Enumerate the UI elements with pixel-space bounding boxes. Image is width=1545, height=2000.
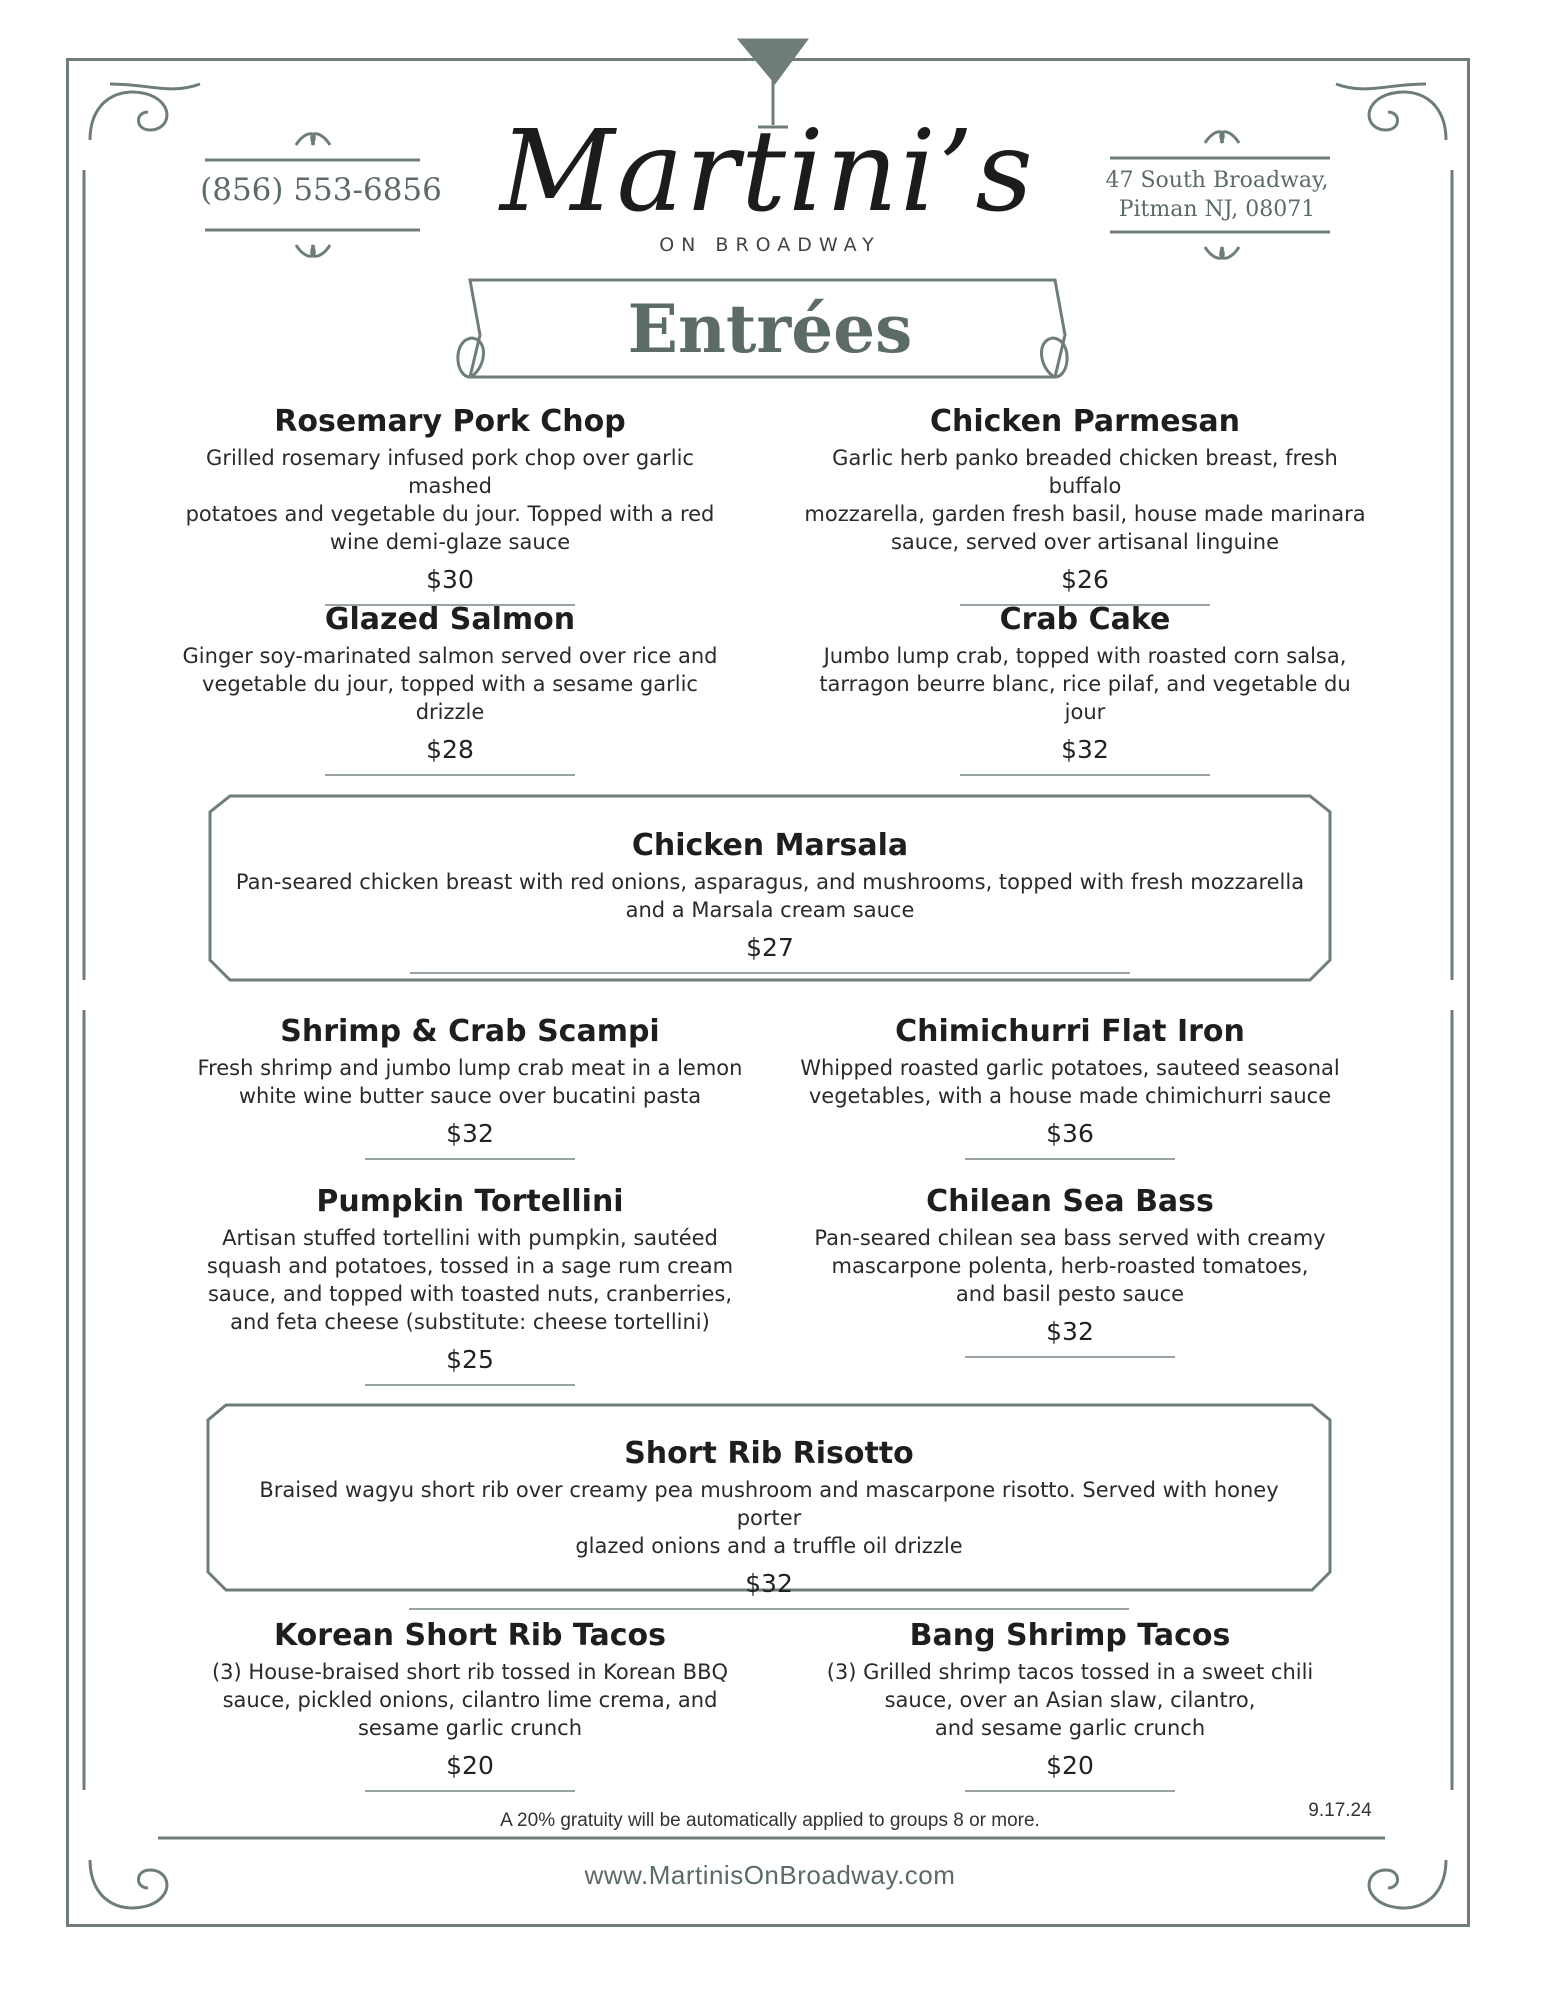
item-price: $32 [1061, 735, 1109, 764]
address-line-2: Pitman NJ, 08071 [1118, 197, 1316, 222]
item-name: Shrimp & Crab Scampi [280, 1014, 660, 1049]
gratuity-note: A 20% gratuity will be automatically applied to groups 8 or more. [500, 1810, 1040, 1831]
featured-menu-item [230, 826, 1310, 974]
menu-item [190, 1616, 750, 1792]
divider [965, 1790, 1175, 1792]
item-name: Bang Shrimp Tacos [909, 1618, 1231, 1653]
item-price: $32 [745, 1569, 793, 1598]
item-name: Rosemary Pork Chop [274, 404, 626, 439]
menu-item [170, 402, 730, 606]
logo-subtitle: ON BROADWAY [659, 234, 881, 256]
divider [965, 1356, 1175, 1358]
item-price: $20 [1046, 1751, 1094, 1780]
divider [325, 774, 575, 776]
item-desc: (3) Grilled shrimp tacos tossed in a sweet chili sauce, over an Asian slaw, cilantro, and sesame garlic crunch [826, 1660, 1314, 1740]
item-desc: Artisan stuffed tortellini with pumpkin, sautéed squash and potatoes, tossed in a sage rum cream sauce, and topped with toasted nuts, cranberries, and feta cheese (substitute: cheese tortellini) [206, 1226, 734, 1334]
item-name: Korean Short Rib Tacos [273, 1618, 667, 1653]
item-desc: Pan-seared chicken breast with red onions, asparagus, and mushrooms, topped with fresh mozzarella and a Marsala cream sauce [235, 870, 1305, 922]
item-price: $30 [426, 565, 474, 594]
address [1092, 166, 1342, 224]
divider [365, 1158, 575, 1160]
item-desc: Fresh shrimp and jumbo lump crab meat in a lemon white wine butter sauce over bucatini pasta [197, 1056, 743, 1108]
item-price: $26 [1061, 565, 1109, 594]
item-price: $25 [446, 1345, 494, 1374]
item-name: Glazed Salmon [324, 602, 576, 637]
menu-item [170, 600, 730, 776]
item-desc: Jumbo lump crab, topped with roasted corn salsa, tarragon beurre blanc, rice pilaf, and vegetable du jour [819, 644, 1351, 724]
divider [409, 1608, 1129, 1610]
item-desc: Grilled rosemary infused pork chop over garlic mashed potatoes and vegetable du jour. Topped with a red wine demi-glaze sauce [185, 446, 715, 554]
divider [960, 774, 1210, 776]
menu-item [190, 1182, 750, 1386]
menu-item [800, 600, 1370, 776]
item-price: $27 [746, 933, 794, 962]
menu-item [790, 1182, 1350, 1358]
item-price: $36 [1046, 1119, 1094, 1148]
item-name: Pumpkin Tortellini [316, 1184, 624, 1219]
item-price: $32 [1046, 1317, 1094, 1346]
menu-item [790, 1012, 1350, 1160]
item-desc: Whipped roasted garlic potatoes, sauteed seasonal vegetables, with a house made chimichurri sauce [800, 1056, 1340, 1108]
item-name: Chicken Parmesan [929, 404, 1241, 439]
restaurant-logo: Martini’s [500, 107, 1035, 237]
item-name: Chicken Marsala [631, 828, 909, 863]
item-price: $32 [446, 1119, 494, 1148]
menu-date: 9.17.24 [1308, 1800, 1372, 1821]
phone-number[interactable]: (856) 553-6856 [200, 172, 442, 208]
address-line-1: 47 South Broadway, [1105, 168, 1329, 193]
martini-glass-icon [740, 40, 806, 82]
item-name: Crab Cake [999, 602, 1171, 637]
item-desc: Garlic herb panko breaded chicken breast, fresh buffalo mozzarella, garden fresh basil, house made marinara sauce, served over artisanal linguine [804, 446, 1366, 554]
featured-menu-item [226, 1434, 1312, 1610]
website-link[interactable]: www.MartinisOnBroadway.com [584, 1860, 956, 1890]
item-name: Chilean Sea Bass [926, 1184, 1214, 1219]
divider [965, 1158, 1175, 1160]
divider [410, 972, 1130, 974]
item-name: Chimichurri Flat Iron [895, 1014, 1245, 1049]
item-desc: Ginger soy-marinated salmon served over rice and vegetable du jour, topped with a sesame garlic drizzle [182, 644, 718, 724]
item-desc: Braised wagyu short rib over creamy pea mushroom and mascarpone risotto. Served with honey porter glazed onions and a truffle oil drizzle [259, 1478, 1279, 1558]
menu-item [190, 1012, 750, 1160]
divider [365, 1790, 575, 1792]
section-title: Entrées [627, 290, 913, 368]
menu-item [790, 1616, 1350, 1792]
item-desc: Pan-seared chilean sea bass served with creamy mascarpone polenta, herb-roasted tomatoes, and basil pesto sauce [814, 1226, 1326, 1306]
menu-item [800, 402, 1370, 606]
item-price: $20 [446, 1751, 494, 1780]
divider [365, 1384, 575, 1386]
item-price: $28 [426, 735, 474, 764]
item-name: Short Rib Risotto [624, 1436, 914, 1471]
item-desc: (3) House-braised short rib tossed in Korean BBQ sauce, pickled onions, cilantro lime crema, and sesame garlic crunch [211, 1660, 729, 1740]
